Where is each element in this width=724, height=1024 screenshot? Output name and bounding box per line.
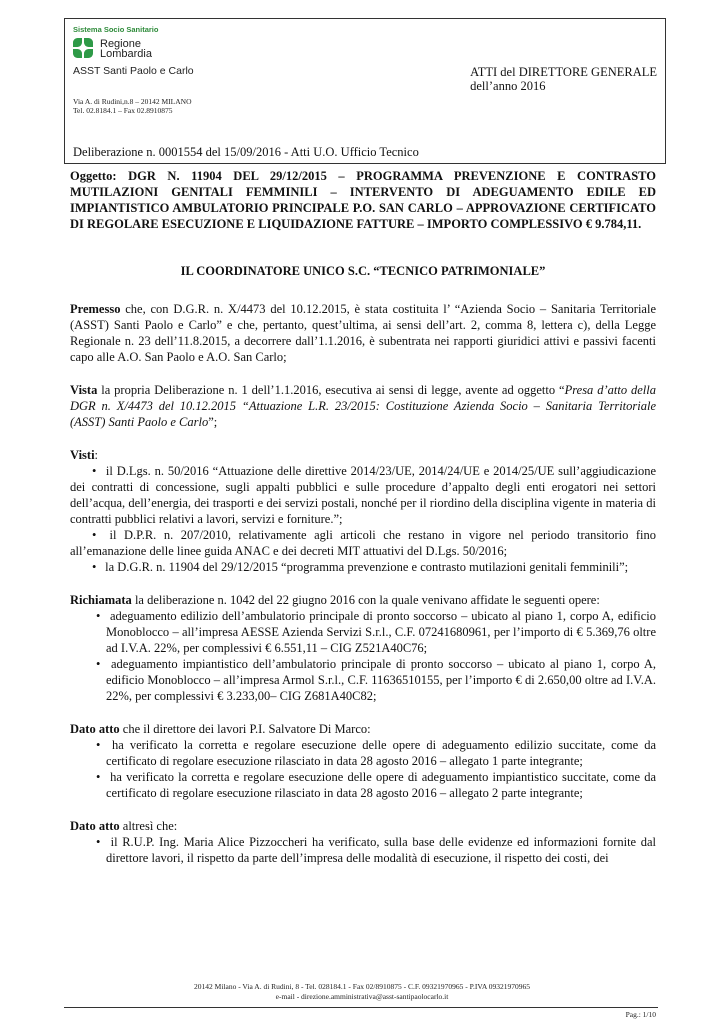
premesso-paragraph: Premesso che, con D.G.R. n. X/4473 del 10.12.2015, è stata costituita l’ “Azienda Socio – Sanitaria Territoriale (ASST) Santi Paolo e Carlo” e che, pertanto, quest’ultima, ai sensi dell’art. 2, comma 8, lettera c), della Legge Regionale n. 23 dell’11.8.2015, a decorrere dall’1.1.2016, è subentrata nei rapporti giuridici attivi e passivi facenti capo alle A.O. San Paolo e A.O. San Carlo; (70, 302, 656, 364)
dato-atto-altresi-section: Dato atto altresì che: • il R.U.P. Ing. Maria Alice Pizzoccheri ha verificato, sulla base delle evidenze ed informazioni fornite dal direttore lavori, il rispetto da parte dell’impresa delle modalità di esecuzione, il rispetto dei costi, dei (70, 819, 657, 865)
document-body (70, 168, 656, 866)
dato-atto-altresi-list (70, 834, 656, 866)
vista-paragraph: Vista la propria Deliberazione n. 1 dell’1.1.2016, esecutiva ai sensi di legge, avente ad oggetto “Presa d’atto della DGR n. X/4473 del 10.12.2015 “Attuazione L.R. 23/2015: Costituzione Azienda Socio – Sanitaria Territoriale (ASST) Santi Paolo e Carlo”; (70, 383, 656, 429)
asst-name: ASST Santi Paolo e Carlo (73, 65, 194, 77)
richiamata-section: Richiamata la deliberazione n. 1042 del 22 giugno 2016 con la quale venivano affidate le seguenti opere: • adeguamento edilizio dell’ambulatorio principale di pronto soccorso – ubicato al piano 1, corpo A, edificio Monoblocco – all’impresa AESSE Azienda Servizi S.r.l., C.F. 07241680961, per l’importo di € 5.369,76 oltre ad I.V.A. 22%, per complessivi € 6.551,11 – CIG Z521A40C76; • adeguamento impiantistico dell’ambulatorio principale di pronto soccorso – ubicato al piano 1, corpo A, edificio Monoblocco – all’impresa Armol S.r.l., C.F. 11636510155, per l’importo € di 2.650,00 oltre ad I.V.A. 22%, per complessivi € 3.233,00– CIG Z681A40C82; (70, 593, 657, 703)
header-box (64, 18, 666, 164)
subject: Oggetto: DGR N. 11904 DEL 29/12/2015 – PROGRAMMA PREVENZIONE E CONTRASTO MUTILAZIONI GENITALI FEMMINILI – INTERVENTO DI ADEGUAMENTO EDILE ED IMPIANTISTICO AMBULATORIO PRINCIPALE P.O. SAN CARLO – APPROVAZIONE CERTIFICATO DI REGOLARE ESECUZIONE E LIQUIDAZIONE FATTURE – IMPORTO COMPLESSIVO € 9.784,11. (70, 169, 656, 231)
page-number: Pag.: 1/10 (625, 1010, 656, 1019)
list-item: • ha verificato la corretta e regolare esecuzione delle opere di adeguamento edilizio succitate, come da certificato di regolare esecuzione rilasciato in data 28 agosto 2016 – allegato 1 parte integrante; (96, 738, 656, 768)
bullet-icon: • (92, 528, 97, 542)
list-item: • il R.U.P. Ing. Maria Alice Pizzoccheri ha verificato, sulla base delle evidenze ed informazioni fornite dal direttore lavori, il rispetto da parte dell’impresa delle modalità di esecuzione, il rispetto dei costi, dei (96, 835, 657, 865)
address: Via A. di Rudini,n.8 – 20142 MILANO Tel. 02.8184.1 – Fax 02.8910875 (73, 97, 192, 115)
dato-atto-section: Dato atto che il direttore dei lavori P.I. Salvatore Di Marco: • ha verificato la corretta e regolare esecuzione delle opere di adeguamento edilizio succitate, come da certificato di regolare esecuzione rilasciato in data 28 agosto 2016 – allegato 1 parte integrante; • ha verificato la corretta e regolare esecuzione delle opere di adeguamento impiantistico succitate, come da certificato di regolare esecuzione rilasciato in data 28 agosto 2016 – allegato 2 parte integrante; (70, 722, 657, 800)
list-item: • adeguamento impiantistico dell’ambulatorio principale di pronto soccorso – ubicato al piano 1, corpo A, edificio Monoblocco – all’impresa Armol S.r.l., C.F. 11636510155, per l’importo € di 2.650,00 oltre ad I.V.A. 22%, per complessivi € 3.233,00– CIG Z681A40C82; (96, 657, 657, 703)
bullet-icon: • (92, 560, 97, 574)
logo (73, 25, 233, 77)
regione-name: Regione Lombardia (100, 38, 152, 60)
visti-section: Visti: • il D.Lgs. n. 50/2016 “Attuazione delle direttive 2014/23/UE, 2014/24/UE e 2014/25/UE sull’aggiudicazione dei contratti di concessione, sugli appalti pubblici e sulle procedure d’appalto degli enti erogatori nei settori dell’acqua, dell’energia, dei trasporti e dei servizi postali, nonché per il riordino della disciplina vigente in materia di contratti pubblici relativi a lavori, servizi e forniture.”; • il D.P.R. n. 207/2010, relativamente agli articoli che restano in vigore nel periodo transitorio fino all’emanazione delle linee guida ANAC e dei decreti MIT attuativi del D.Lgs. 50/2016; • la D.G.R. n. 11904 del 29/12/2015 “programma prevenzione e contrasto mutilazioni genitali femminili”; (70, 448, 656, 574)
visti-list (70, 463, 656, 575)
page-footer: 20142 Milano - Via A. di Rudini, 8 - Tel. 028184.1 - Fax 02/8910875 - C.F. 09321970965 - P.IVA 09321970965 e-mail - direzione.amministrativa@asst-santipaolocarlo.it (194, 982, 530, 1001)
list-item: • ha verificato la corretta e regolare esecuzione delle opere di adeguamento impiantistico succitate, come da certificato di regolare esecuzione rilasciato in data 28 agosto 2016 – allegato 2 parte integrante; (96, 770, 657, 800)
bullet-icon: • (96, 835, 101, 849)
richiamata-list (70, 608, 656, 704)
bullet-icon: • (96, 657, 101, 671)
bullet-icon: • (96, 609, 101, 623)
bullet-icon: • (96, 770, 101, 784)
coordinator-heading: IL COORDINATORE UNICO S.C. “TECNICO PATRIMONIALE” (180, 264, 546, 278)
dato-atto-list (70, 737, 656, 801)
atti-title: ATTI del DIRETTORE GENERALE dell’anno 2016 (470, 65, 657, 93)
bullet-icon: • (96, 738, 101, 752)
footer-divider (64, 1007, 658, 1008)
regione-lombardia-logo-icon (73, 38, 95, 60)
deliberazione-number: Deliberazione n. 0001554 del 15/09/2016 - Atti U.O. Ufficio Tecnico (73, 145, 419, 159)
list-item: • il D.Lgs. n. 50/2016 “Attuazione delle direttive 2014/23/UE, 2014/24/UE e 2014/25/UE sull’aggiudicazione dei contratti di concessione, sugli appalti pubblici e sulle procedure d’appalto degli enti erogatori nei settori dell’acqua, dell’energia, dei trasporti e dei servizi postali, nonché per il riordino della disciplina vigente in materia di contratti pubblici relativi a lavori, servizi e forniture.”; (70, 464, 656, 526)
bullet-icon: • (92, 464, 97, 478)
sistema-label: Sistema Socio Sanitario (73, 25, 159, 34)
list-item: • il D.P.R. n. 207/2010, relativamente agli articoli che restano in vigore nel periodo transitorio fino all’emanazione delle linee guida ANAC e dei decreti MIT attuativi del D.Lgs. 50/2016; (70, 528, 656, 558)
list-item: • adeguamento edilizio dell’ambulatorio principale di pronto soccorso – ubicato al piano 1, corpo A, edificio Monoblocco – all’impresa AESSE Azienda Servizi S.r.l., C.F. 07241680961, per l’importo di € 5.369,76 oltre ad I.V.A. 22%, per complessivi € 6.551,11 – CIG Z521A40C76; (96, 609, 656, 655)
list-item: • la D.G.R. n. 11904 del 29/12/2015 “programma prevenzione e contrasto mutilazioni genitali femminili”; (92, 560, 629, 574)
